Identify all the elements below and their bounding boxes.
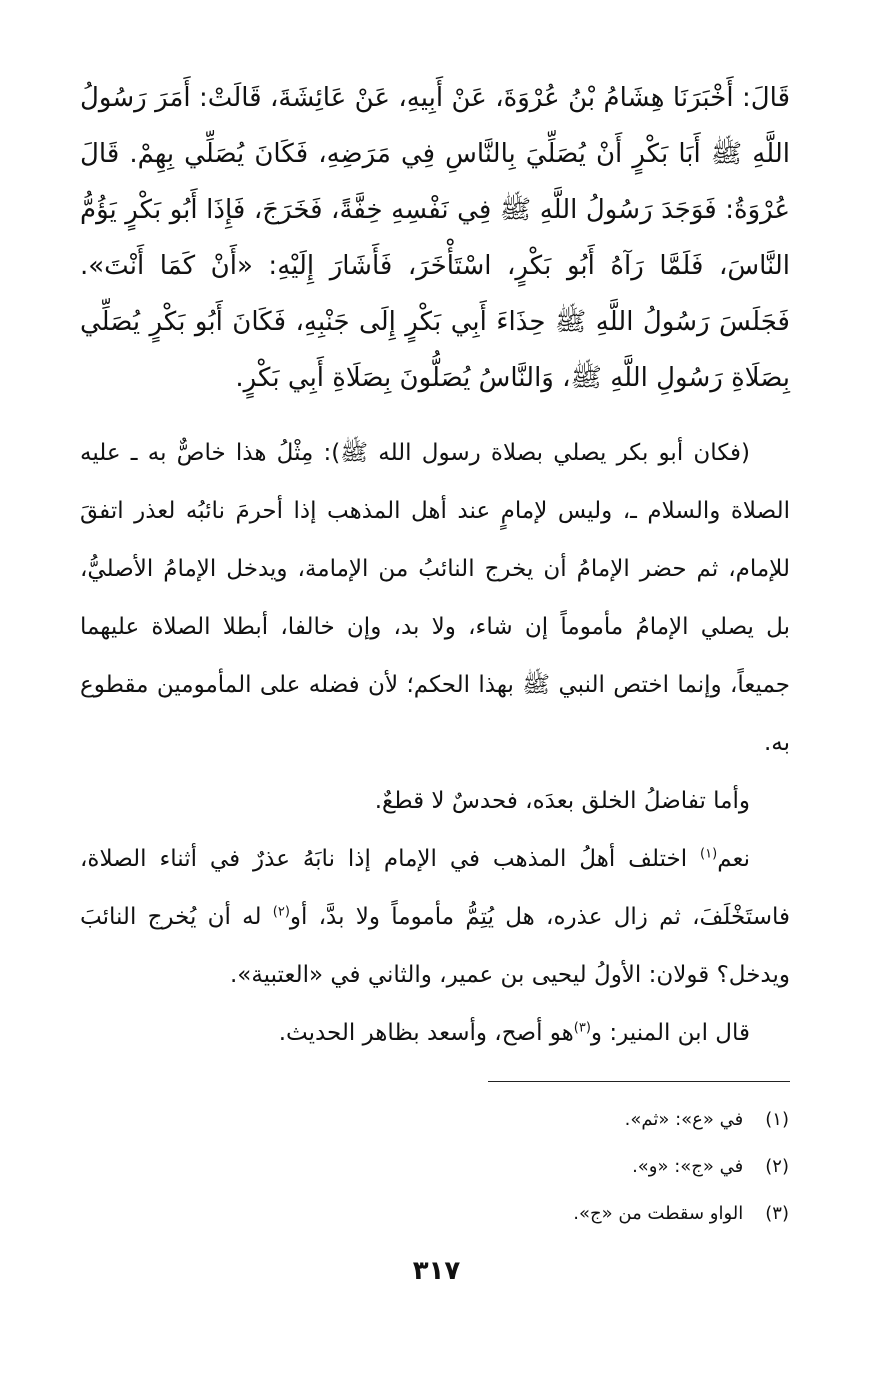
footnote-1-text: في «ع»: «ثم». xyxy=(624,1109,744,1130)
paragraph-4-part-b: هو أصح، وأسعد بظاهر الحديث. xyxy=(278,1020,574,1046)
commentary-paragraph-4 xyxy=(80,1004,790,1062)
footnote-1 xyxy=(289,1096,789,1143)
paragraph-3-part-b: اختلف أهلُ المذهب في الإمام إذا نابَهُ عذرٌ في أثناء الصلاة، فاستَخْلَفَ، ثم زال عذره، هل يُتِمُّ مأموماً ولا بدَّ، أو xyxy=(80,846,791,930)
footnote-marker-3[interactable]: (٣) xyxy=(573,1020,591,1036)
footnote-separator xyxy=(488,1081,790,1082)
paragraph-3-part-a: نعم xyxy=(717,846,750,872)
hadith-text: قَالَ: أَخْبَرَنَا هِشَامُ بْنُ عُرْوَةَ، عَنْ أَبِيهِ، عَنْ عَائِشَةَ، قَالَتْ: أَمَرَ رَسُولُ اللَّهِ ﷺ أَبَا بَكْرٍ أَنْ يُصَلِّيَ بِالنَّاسِ فِي مَرَضِهِ، فَكَانَ يُصَلِّي بِهِمْ. قَالَ عُرْوَةُ: فَوَجَدَ رَسُولُ اللَّهِ ﷺ فِي نَفْسِهِ خِفَّةً، فَخَرَجَ، فَإِذَا أَبُو بَكْرٍ يَؤُمُّ النَّاسَ، فَلَمَّا رَآهُ أَبُو بَكْرٍ، اسْتَأْخَرَ، فَأَشَارَ إِلَيْهِ: «أَنْ كَمَا أَنْتَ». فَجَلَسَ رَسُولُ اللَّهِ ﷺ حِذَاءَ أَبِي بَكْرٍ إِلَى جَنْبِهِ، فَكَانَ أَبُو بَكْرٍ يُصَلِّي بِصَلَاةِ رَسُولِ اللَّهِ ﷺ، وَالنَّاسُ يُصَلُّونَ بِصَلَاةِ أَبِي بَكْرٍ. xyxy=(80,83,790,393)
page-body xyxy=(80,70,790,1062)
commentary-paragraph-1: (فكان أبو بكر يصلي بصلاة رسول الله ﷺ): مِثْلُ هذا خاصٌّ به ـ عليه الصلاة والسلام ـ، وليس لإمامٍ عند أهل المذهب إذا أحرمَ نائبُه لعذر اتفقَ للإمام، ثم حضر الإمامُ أن يخرج النائبُ من الإمامة، ويدخل الإمامُ الأصليُّ، بل يصلي الإمامُ مأموماً إن شاء، ولا بد، وإن خالفا، أبطلا الصلاة عليهما جميعاً، وإنما اختص النبي ﷺ بهذا الحكم؛ لأن فضله على المأمومين مقطوع به. xyxy=(80,440,790,756)
footnote-marker-2[interactable]: (٢) xyxy=(272,904,290,920)
footnote-3-number: (٣) xyxy=(765,1203,789,1224)
paragraph-3-part-c: له أن يُخرج النائبَ ويدخل؟ قولان: الأولُ ليحيى بن عمير، والثاني في «العتبية». xyxy=(80,904,790,988)
commentary-paragraph-3 xyxy=(80,830,790,1004)
paragraph-4-part-a: قال ابن المنير: و xyxy=(590,1020,750,1046)
footnote-2-text: في «ج»: «و». xyxy=(632,1156,744,1177)
footnote-1-number: (١) xyxy=(765,1109,789,1130)
page-number: ٣١٧ xyxy=(412,1256,461,1286)
footnote-3-text: الواو سقطت من «ج». xyxy=(573,1203,744,1224)
footnote-3 xyxy=(289,1190,789,1237)
footnote-2-number: (٢) xyxy=(765,1156,789,1177)
commentary-paragraph-2: وأما تفاضلُ الخلق بعدَه، فحدسٌ لا قطعٌ. xyxy=(374,788,750,814)
footnote-marker-1[interactable]: (١) xyxy=(700,846,718,862)
footnotes xyxy=(289,1096,789,1237)
footnote-2 xyxy=(289,1143,789,1190)
